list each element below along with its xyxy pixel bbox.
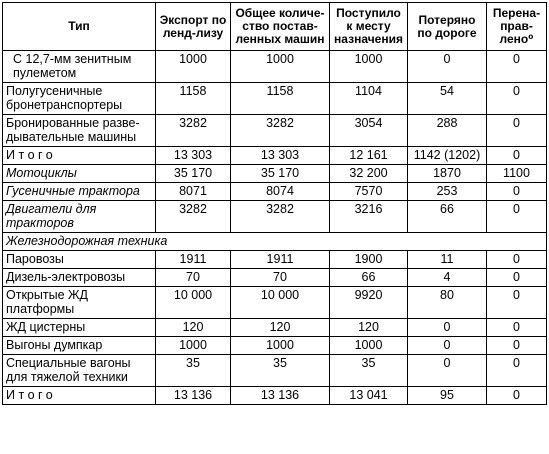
table-cell: 1158: [156, 83, 231, 115]
table-cell: 13 136: [231, 387, 330, 405]
table-row: [3, 355, 547, 387]
table-cell: 0: [487, 115, 547, 147]
table-cell: 120: [231, 319, 330, 337]
table-row: [3, 51, 547, 83]
total-row: [3, 387, 547, 405]
row-label: Мотоциклы: [3, 165, 156, 183]
column-header-line: лено⁰: [499, 32, 534, 46]
table-cell: 8071: [156, 183, 231, 201]
table-cell: 1158: [231, 83, 330, 115]
column-header-line: Потеряно: [418, 12, 476, 27]
table-cell: 13 303: [231, 147, 330, 165]
table-cell: 3282: [231, 201, 330, 233]
table-cell: 13 136: [156, 387, 231, 405]
table-cell: 1000: [330, 51, 408, 83]
table-cell: 1104: [330, 83, 408, 115]
table-cell: 0: [408, 319, 487, 337]
table-cell: 0: [487, 337, 547, 355]
column-header: [156, 3, 231, 51]
table-cell: 3054: [330, 115, 408, 147]
row-label: ЖД цистерны: [3, 319, 156, 337]
column-header-line: к месту: [346, 19, 391, 33]
table-cell: 11: [408, 251, 487, 269]
column-header-line: Общее количе-: [235, 6, 325, 20]
row-label: Специальные вагоны для тяжелой техники: [3, 355, 156, 387]
row-label: Гусеничные трактора: [3, 183, 156, 201]
table-cell: 35: [156, 355, 231, 387]
table-cell: 95: [408, 387, 487, 405]
table-cell: 7570: [330, 183, 408, 201]
column-header-line: Перена-: [492, 6, 541, 20]
column-header-line: ленных машин: [235, 32, 325, 46]
section-label: Железнодорожная техника: [3, 233, 547, 251]
table-row: [3, 165, 547, 183]
column-header-line: Поступило: [336, 6, 401, 20]
table-row: [3, 115, 547, 147]
table-cell: 1911: [231, 251, 330, 269]
column-header: [3, 3, 156, 51]
column-header: [487, 3, 547, 51]
row-label: Итого: [3, 147, 156, 165]
table-body: [3, 51, 547, 405]
table-row: [3, 201, 547, 233]
table-cell: 13 303: [156, 147, 231, 165]
table-row: [3, 287, 547, 319]
table-cell: 1000: [330, 337, 408, 355]
row-label: Паровозы: [3, 251, 156, 269]
table-cell: 35 170: [156, 165, 231, 183]
table-cell: 0: [487, 355, 547, 387]
table-cell: 35: [231, 355, 330, 387]
table-cell: 10 000: [156, 287, 231, 319]
table-cell: 70: [156, 269, 231, 287]
table-cell: 3282: [156, 201, 231, 233]
column-header-line: прав-: [500, 19, 533, 33]
table-cell: 1900: [330, 251, 408, 269]
table-cell: 0: [487, 387, 547, 405]
table-header: [3, 3, 547, 51]
table-cell: 0: [487, 287, 547, 319]
table-cell: 10 000: [231, 287, 330, 319]
table-cell: 66: [330, 269, 408, 287]
column-header: [408, 3, 487, 51]
table-cell: 1000: [156, 51, 231, 83]
table-cell: 253: [408, 183, 487, 201]
table-cell: 0: [408, 355, 487, 387]
column-header: [330, 3, 408, 51]
table-cell: 0: [487, 83, 547, 115]
column-header-line: Экспорт по: [159, 12, 227, 27]
section-row: [3, 233, 547, 251]
table-row: [3, 337, 547, 355]
table-row: [3, 183, 547, 201]
table-cell: 120: [330, 319, 408, 337]
table-cell: 0: [408, 51, 487, 83]
column-header-line: назначения: [334, 32, 403, 46]
row-label: С 12,7-мм зенитным пулеметом: [3, 51, 156, 83]
table-cell: 120: [156, 319, 231, 337]
table-cell: 12 161: [330, 147, 408, 165]
table-cell: 3282: [231, 115, 330, 147]
table-row: [3, 269, 547, 287]
table-cell: 0: [487, 319, 547, 337]
table-cell: 0: [487, 183, 547, 201]
lend-lease-table: [2, 2, 547, 405]
row-label: Итого: [3, 387, 156, 405]
row-label: Полугусеничные бронетранспортеры: [3, 83, 156, 115]
column-header-line: ленд-лизу: [162, 25, 224, 40]
table-cell: 1000: [231, 337, 330, 355]
table-cell: 1911: [156, 251, 231, 269]
table-row: [3, 319, 547, 337]
row-label: Бронированные разве-дывательные машины: [3, 115, 156, 147]
table-cell: 1100: [487, 165, 547, 183]
table-row: [3, 251, 547, 269]
table-cell: 80: [408, 287, 487, 319]
row-label: Двигатели для тракторов: [3, 201, 156, 233]
table-cell: 1870: [408, 165, 487, 183]
table-cell: 0: [487, 251, 547, 269]
table-cell: 3282: [156, 115, 231, 147]
row-label: Дизель-электровозы: [3, 269, 156, 287]
table-cell: 32 200: [330, 165, 408, 183]
table-cell: 35 170: [231, 165, 330, 183]
table-cell: 1142 (1202): [408, 147, 487, 165]
header-row: [3, 3, 547, 51]
table-cell: 3216: [330, 201, 408, 233]
column-header-line: ство постав-: [242, 19, 318, 33]
table-cell: 1000: [156, 337, 231, 355]
table-cell: 0: [487, 147, 547, 165]
table-cell: 0: [487, 51, 547, 83]
total-row: [3, 147, 547, 165]
column-header-line: по дороге: [417, 25, 477, 40]
table-cell: 13 041: [330, 387, 408, 405]
table-cell: 54: [408, 83, 487, 115]
column-header: [231, 3, 330, 51]
table-cell: 0: [487, 269, 547, 287]
column-header-line: Тип: [68, 19, 90, 33]
table-cell: 66: [408, 201, 487, 233]
table-cell: 0: [408, 337, 487, 355]
table-cell: 8074: [231, 183, 330, 201]
row-label: Открытые ЖД платформы: [3, 287, 156, 319]
table-cell: 9920: [330, 287, 408, 319]
table-cell: 4: [408, 269, 487, 287]
table-cell: 0: [487, 201, 547, 233]
table-cell: 1000: [231, 51, 330, 83]
table-cell: 70: [231, 269, 330, 287]
row-label: Выгоны думпкар: [3, 337, 156, 355]
table-row: [3, 83, 547, 115]
table-cell: 35: [330, 355, 408, 387]
table-cell: 288: [408, 115, 487, 147]
